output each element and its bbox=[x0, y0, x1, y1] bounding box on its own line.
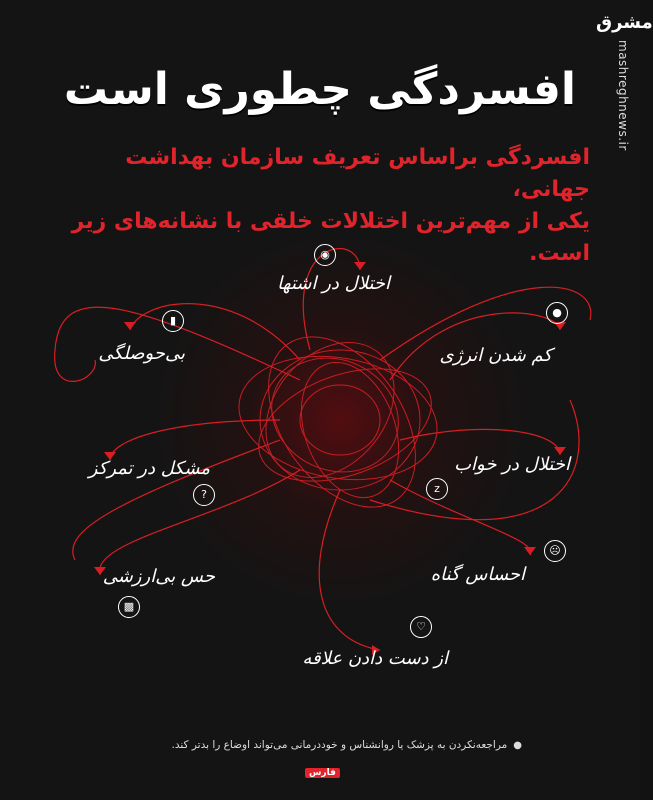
battery-low-icon: ▮ bbox=[162, 310, 184, 332]
symptom-sleep: اختلال در خواب bbox=[454, 454, 570, 475]
sleep-zzz-icon: z bbox=[426, 478, 448, 500]
symptom-appetite: اختلال در اشتها bbox=[277, 273, 390, 294]
question-icon: ? bbox=[193, 484, 215, 506]
logo: مشرق bbox=[596, 12, 653, 33]
brand-logo: فارس bbox=[305, 768, 340, 778]
symptom-boredom: بی‌حوصلگی bbox=[98, 343, 185, 364]
site-url: mashreghnews.ir bbox=[616, 40, 630, 151]
symptom-concentration: مشکل در تمرکز bbox=[88, 458, 210, 479]
lightbulb-icon: ● bbox=[546, 302, 568, 324]
star-bullet-icon: ● bbox=[513, 740, 522, 751]
subtitle-line-1: افسردگی براساس تعریف سازمان بهداشت جهانی، bbox=[125, 145, 590, 202]
symptom-low-energy: کم شدن انرژی bbox=[439, 345, 552, 366]
subtitle-line-2: یکی از مهم‌ترین اختلالات خلقی با نشانه‌های زیر است. bbox=[71, 209, 590, 266]
symptom-worthlessness: حس بی‌ارزشی bbox=[102, 566, 215, 587]
symptom-loss-interest: از دست دادن علاقه bbox=[302, 648, 448, 669]
symptom-guilt: احساس گناه bbox=[430, 564, 525, 585]
footer-note-text: مراجعه‌نکردن به پزشک یا روانشناس و خوددرمانی می‌تواند اوضاع را بدتر کند. bbox=[171, 739, 508, 751]
stomach-icon: ◉ bbox=[314, 244, 336, 266]
page-title: افسردگی چطوری است bbox=[63, 64, 576, 115]
trash-icon: ▩ bbox=[118, 596, 140, 618]
sad-face-icon: ☹ bbox=[544, 540, 566, 562]
broken-heart-icon: ♡ bbox=[410, 616, 432, 638]
footer-note bbox=[172, 739, 523, 751]
